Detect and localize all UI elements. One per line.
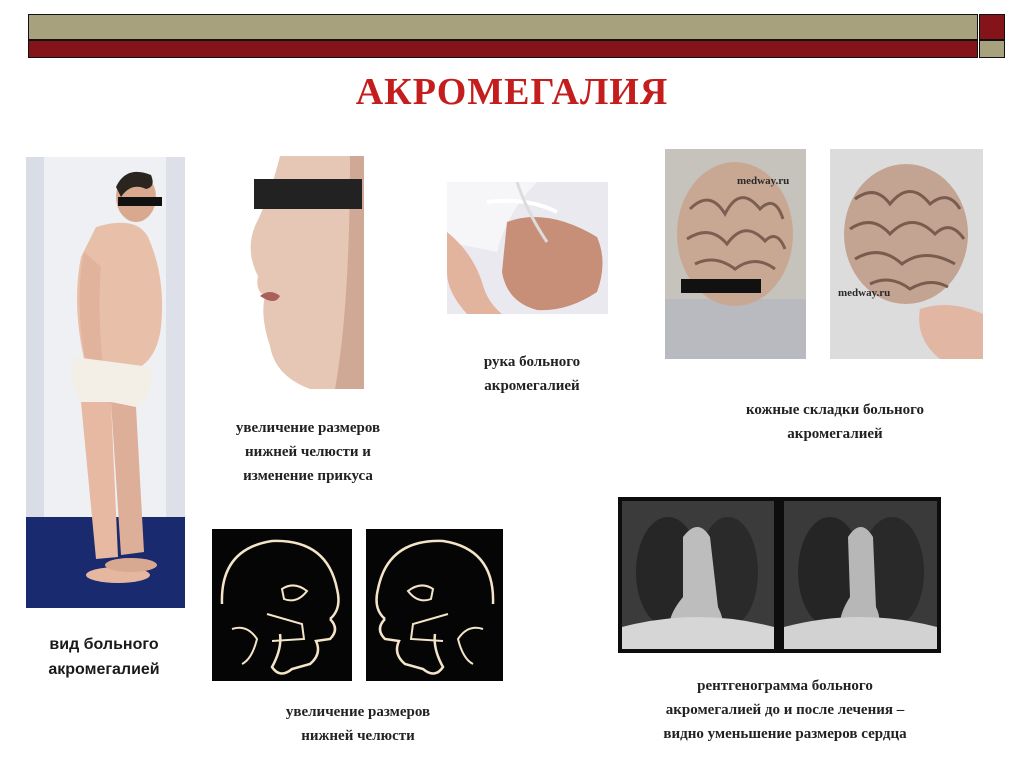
caption-line: рентгенограмма больного xyxy=(697,678,873,694)
caption-line: увеличение размеров xyxy=(285,704,431,720)
caption-hand xyxy=(432,350,632,398)
caption-jaw-enlargement xyxy=(238,700,478,748)
caption-line: нижней челюсти и xyxy=(245,444,371,460)
caption-line: вид больного xyxy=(49,636,159,653)
caption-line: акромегалией xyxy=(484,378,580,394)
slide-title: АКРОМЕГАЛИЯ xyxy=(355,71,669,113)
header-square-olive xyxy=(979,40,1005,58)
watermark: medway.ru xyxy=(737,175,790,187)
caption-line: акромегалией xyxy=(787,426,883,442)
caption-line: акромегалией xyxy=(48,661,160,678)
caption-line: увеличение размеров xyxy=(235,420,381,436)
caption-line: кожные складки больного xyxy=(745,402,925,418)
skull-drawing-right-facing xyxy=(212,529,352,681)
caption-xray xyxy=(610,674,960,746)
caption-line: изменение прикуса xyxy=(243,468,373,484)
caption-skin-folds xyxy=(700,398,970,446)
caption-line: нижней челюсти xyxy=(301,728,415,744)
patient-side-view-photo xyxy=(26,157,185,608)
caption-jaw-enlargement-bite xyxy=(198,416,418,488)
skull-drawing-left-facing xyxy=(366,529,503,681)
watermark: medway.ru xyxy=(838,287,891,299)
caption-patient-view xyxy=(4,632,204,682)
face-profile-photo xyxy=(240,156,364,389)
caption-line: акромегалией до и после лечения – xyxy=(665,702,905,718)
hand-photo xyxy=(447,182,608,314)
skin-folds-photo-front xyxy=(665,149,806,359)
header-bar-red xyxy=(28,40,978,58)
chest-xray-images xyxy=(618,497,941,653)
caption-line: видно уменьшение размеров сердца xyxy=(663,726,907,742)
header-square-red xyxy=(979,14,1005,40)
header-bar-olive xyxy=(28,14,978,40)
caption-line: рука больного xyxy=(483,354,581,370)
skin-folds-photo-back xyxy=(830,149,983,359)
